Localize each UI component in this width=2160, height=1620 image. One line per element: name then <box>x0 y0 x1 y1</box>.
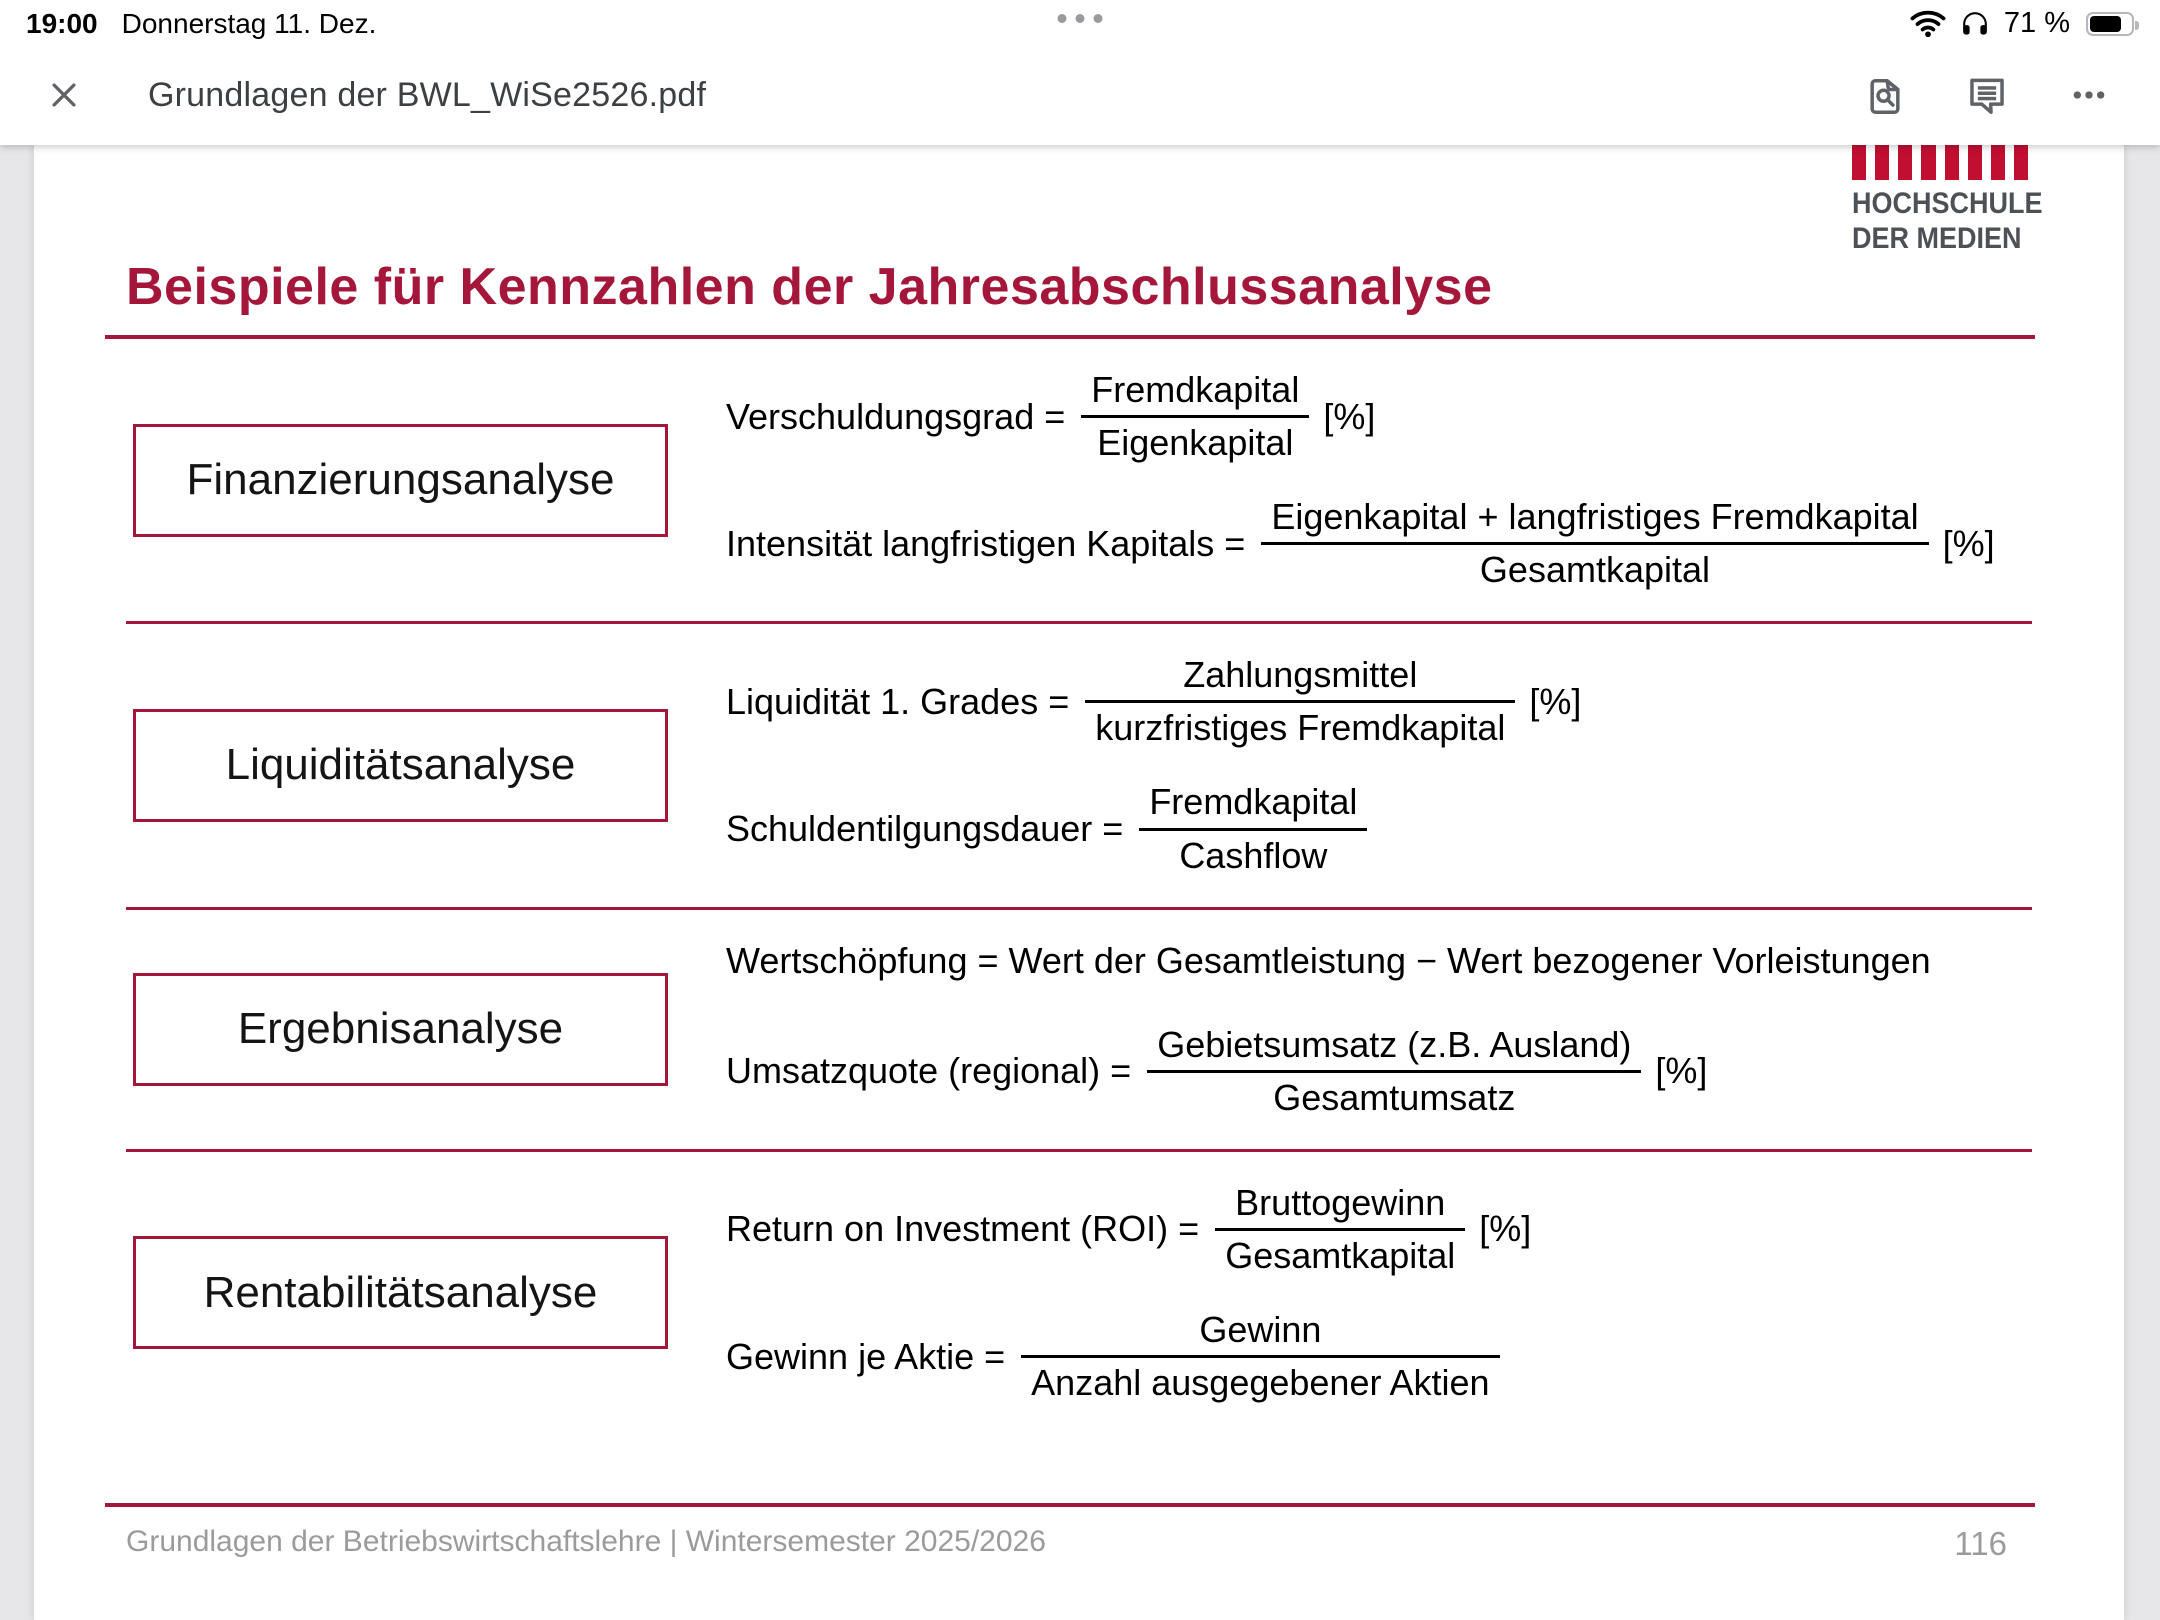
page-number: 116 <box>1954 1525 2007 1562</box>
document-title: Grundlagen der BWL_WiSe2526.pdf <box>148 75 707 114</box>
battery-fill <box>2090 16 2121 32</box>
status-time: 19:00 <box>26 7 98 39</box>
hdm-logo-line1: HOCHSCHULE <box>1852 187 2043 220</box>
section-finanzierungsanalyse <box>126 339 2032 624</box>
pdf-page[interactable] <box>34 145 2124 1620</box>
multitasking-dots-icon <box>1058 14 1103 23</box>
app-bar <box>0 0 2160 145</box>
category-box: Rentabilitätsanalyse <box>133 1236 668 1349</box>
comments-button[interactable] <box>1964 72 2010 118</box>
footer-course-label: Grundlagen der Betriebswirtschaftslehre | Wintersemester 2025/2026 <box>126 1525 1046 1558</box>
section-liquiditaetsanalyse <box>126 624 2032 909</box>
formula-schuldentilgungsdauer: Schuldentilgungsdauer = $\frac{\text{Fremdkapital}}{\text{Cashflow}}$ <box>726 777 2032 880</box>
hdm-logo-line2: DER MEDIEN <box>1852 222 2022 255</box>
hdm-logo-bars <box>1852 145 2028 180</box>
battery-percent: 71 % <box>2003 7 2070 39</box>
status-bar <box>0 0 2160 45</box>
battery-icon <box>2086 12 2134 36</box>
hdm-logo <box>1852 145 2043 256</box>
section-rentabilitaetsanalyse <box>126 1152 2032 1434</box>
formula-gewinn-je-aktie: Gewinn je Aktie = $\frac{\text{Gewinn}}{\text{Anzahl ausgegebener Aktien}}$ <box>726 1305 2032 1408</box>
more-options-button[interactable] <box>2066 72 2112 118</box>
slide-footer <box>105 1503 2035 1563</box>
status-date: Donnerstag 11. Dez. <box>121 7 377 39</box>
formula-intensitaet-langfristigen-kapitals: Intensität langfristigen Kapitals = $\frac{\text{Eigenkapital + langfristiges Fremdkapital}}{\text{Gesamtkapital}}$ [%] <box>726 496 1995 591</box>
category-box: Liquiditätsanalyse <box>133 709 668 822</box>
formula-umsatzquote: Umsatzquote (regional) = $\frac{\text{Gebietsumsatz (z.B. Ausland)}}{\text{Gesamtumsatz}}$ [%] <box>726 1023 1708 1118</box>
formula-wertschoepfung: Wertschöpfung = Wert der Gesamtleistung − Wert bezogener Vorleistungen <box>726 939 1931 981</box>
formula-roi: Return on Investment (ROI) = $\frac{\text{Bruttogewinn}}{\text{Gesamtkapital}}$ [%] <box>726 1181 1532 1276</box>
find-in-document-button[interactable] <box>1862 72 1908 118</box>
section-ergebnisanalyse <box>126 910 2032 1152</box>
headphones-icon <box>1960 9 1990 39</box>
wifi-icon <box>1910 10 1946 37</box>
formula-verschuldungsgrad: Verschuldungsgrad = $\frac{\text{Fremdkapital}}{\text{Eigenkapital}}$ [%] <box>726 369 1376 464</box>
pdf-viewer-background <box>0 145 2160 1620</box>
slide-title: Beispiele für Kennzahlen der Jahresabschlussanalyse <box>126 258 1493 316</box>
category-box: Ergebnisanalyse <box>133 973 668 1086</box>
close-button[interactable] <box>42 73 86 117</box>
formula-liquiditaet-1-grades: Liquidität 1. Grades = $\frac{\text{Zahlungsmittel}}{\text{kurzfristiges Fremdkapital}}$ [%] <box>726 654 1582 749</box>
category-box: Finanzierungsanalyse <box>133 424 668 537</box>
pdf-toolbar <box>0 45 2160 145</box>
